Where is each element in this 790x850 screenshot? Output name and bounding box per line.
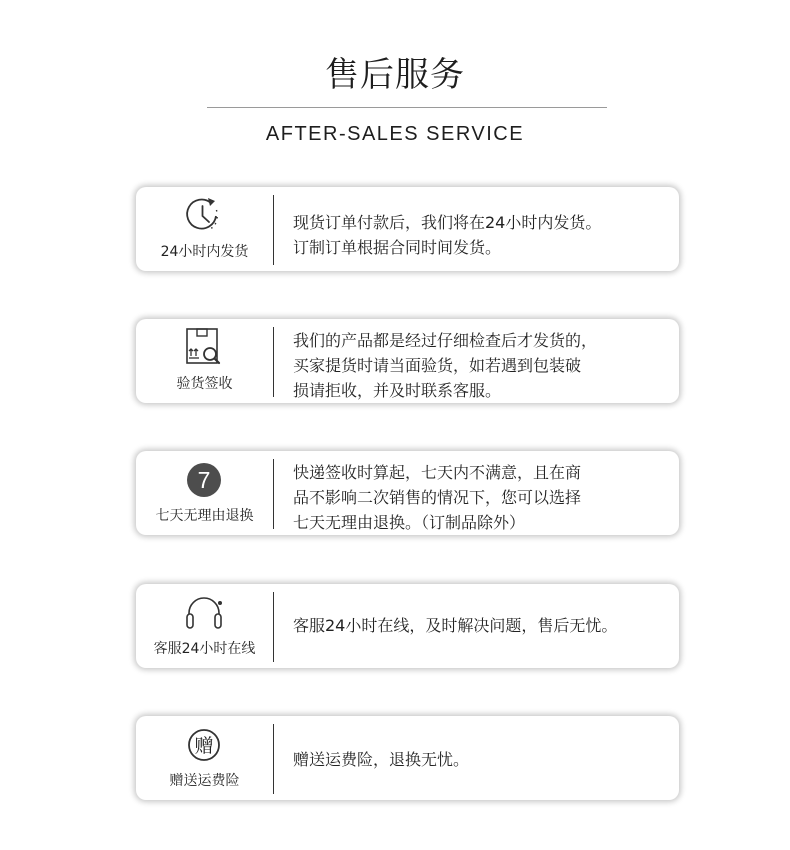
page-header — [0, 0, 790, 160]
description-line: 客服24小时在线，及时解决问题，售后无忧。 — [293, 616, 618, 635]
gift-freight-icon-glyph: 赠 — [194, 735, 214, 757]
description-line: 赠送运费险，退换无忧。 — [293, 750, 470, 769]
description-line: 现货订单付款后，我们将在24小时内发货。 — [293, 213, 602, 232]
service-card-support — [136, 584, 679, 668]
card-icon-column — [136, 187, 273, 271]
clock-icon — [180, 195, 228, 235]
card-label: 客服24小时在线 — [153, 641, 256, 657]
card-icon-column — [136, 451, 273, 535]
page-subtitle: AFTER-SALES SERVICE — [265, 123, 525, 145]
card-label: 24小时内发货 — [160, 244, 249, 260]
page-title: 售后服务 — [325, 55, 465, 95]
seven-days-icon — [180, 459, 228, 499]
description-line: 七天无理由退换。（订制品除外） — [293, 513, 526, 532]
description-line: 我们的产品都是经过仔细检查后才发货的， — [293, 331, 598, 350]
service-card-inspection — [136, 319, 679, 403]
card-icon-column — [136, 716, 273, 800]
card-divider — [273, 592, 274, 662]
service-card-shipping — [136, 187, 679, 271]
description-line: 买家提货时请当面验货，如若遇到包装破 — [293, 356, 582, 375]
title-divider — [207, 107, 607, 108]
description-line: 损请拒收，并及时联系客服。 — [293, 381, 502, 400]
seven-days-icon-number: 7 — [197, 467, 211, 493]
card-icon-column — [136, 584, 273, 668]
card-divider — [273, 724, 274, 794]
card-icon-column — [136, 319, 273, 403]
card-label: 赠送运费险 — [169, 773, 240, 789]
description-line: 品不影响二次销售的情况下，您可以选择 — [293, 488, 582, 507]
card-divider — [273, 195, 274, 265]
card-description — [293, 747, 671, 772]
card-divider — [273, 459, 274, 529]
card-description — [293, 613, 671, 638]
service-card-insurance — [136, 716, 679, 800]
gift-freight-icon — [180, 724, 228, 764]
package-inspect-icon — [180, 327, 228, 367]
description-line: 快递签收时算起，七天内不满意，且在商 — [293, 463, 582, 482]
card-description — [293, 328, 671, 403]
card-divider — [273, 327, 274, 397]
card-description — [293, 210, 671, 260]
card-label: 验货签收 — [176, 376, 233, 392]
card-label: 七天无理由退换 — [155, 508, 254, 524]
service-card-returns — [136, 451, 679, 535]
description-line: 订制订单根据合同时间发货。 — [293, 238, 502, 257]
card-description — [293, 460, 671, 535]
headset-icon — [180, 592, 228, 632]
